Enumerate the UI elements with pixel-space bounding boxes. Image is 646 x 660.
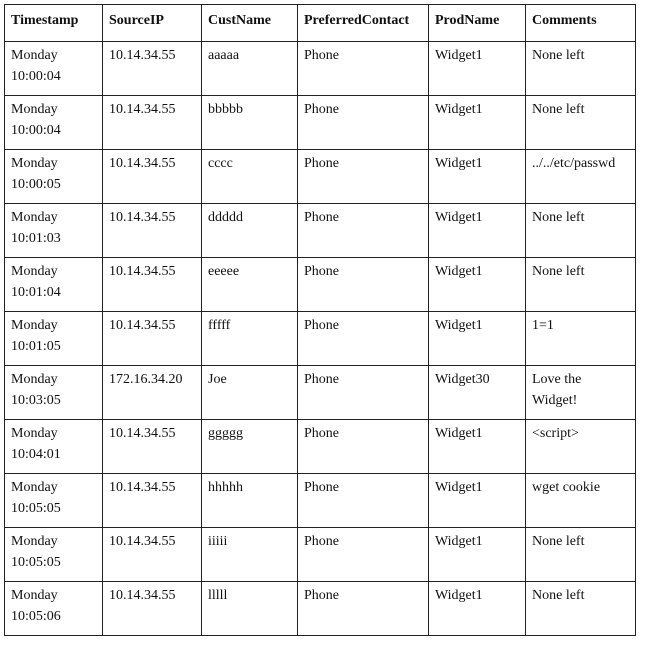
comment-line: None left — [532, 534, 585, 549]
timestamp-time: 10:04:01 — [11, 447, 61, 462]
source-ip-cell — [103, 366, 202, 420]
source-ip-cell — [103, 420, 202, 474]
timestamp-time: 10:05:05 — [11, 555, 61, 570]
prod-name: Widget1 — [435, 102, 483, 117]
cust-name: ddddd — [208, 210, 243, 225]
prod-name-cell — [429, 582, 526, 636]
timestamp-day: Monday — [11, 588, 58, 603]
header-timestamp: Timestamp — [5, 5, 103, 42]
source-ip: 10.14.34.55 — [109, 318, 176, 333]
preferred-contact-cell — [298, 312, 429, 366]
comment-line: None left — [532, 588, 585, 603]
table-row — [5, 312, 636, 366]
preferred-contact: Phone — [304, 318, 339, 333]
timestamp-cell — [5, 312, 103, 366]
header-source-ip: SourceIP — [103, 5, 202, 42]
timestamp-time: 10:00:04 — [11, 123, 61, 138]
timestamp-day: Monday — [11, 372, 58, 387]
timestamp-cell — [5, 150, 103, 204]
source-ip: 10.14.34.55 — [109, 102, 176, 117]
preferred-contact: Phone — [304, 534, 339, 549]
prod-name: Widget1 — [435, 588, 483, 603]
preferred-contact-cell — [298, 42, 429, 96]
preferred-contact: Phone — [304, 426, 339, 441]
cust-name: Joe — [208, 372, 227, 387]
preferred-contact: Phone — [304, 264, 339, 279]
source-ip-cell — [103, 258, 202, 312]
preferred-contact-cell — [298, 204, 429, 258]
comment-line: Love the — [532, 372, 582, 387]
table-row — [5, 258, 636, 312]
comments-cell — [526, 42, 636, 96]
preferred-contact-cell — [298, 150, 429, 204]
comments-cell — [526, 528, 636, 582]
timestamp-time: 10:00:04 — [11, 69, 61, 84]
source-ip-cell — [103, 42, 202, 96]
preferred-contact: Phone — [304, 480, 339, 495]
source-ip: 10.14.34.55 — [109, 534, 176, 549]
source-ip: 10.14.34.55 — [109, 210, 176, 225]
preferred-contact: Phone — [304, 156, 339, 171]
comments-cell — [526, 96, 636, 150]
table-row — [5, 582, 636, 636]
comment-line: Widget! — [532, 393, 578, 408]
cust-name-cell — [202, 258, 298, 312]
source-ip: 10.14.34.55 — [109, 588, 176, 603]
comments-cell — [526, 258, 636, 312]
cust-name: ggggg — [208, 426, 243, 441]
cust-name: bbbbb — [208, 102, 243, 117]
comment-line: 1=1 — [532, 318, 554, 333]
prod-name-cell — [429, 42, 526, 96]
timestamp-time: 10:05:05 — [11, 501, 61, 516]
table-row — [5, 42, 636, 96]
log-table-body — [5, 42, 636, 636]
timestamp-day: Monday — [11, 156, 58, 171]
timestamp-time: 10:05:06 — [11, 609, 61, 624]
prod-name-cell — [429, 420, 526, 474]
cust-name-cell — [202, 312, 298, 366]
comment-line: None left — [532, 264, 585, 279]
header-preferred-contact: PreferredContact — [298, 5, 429, 42]
cust-name: iiiii — [208, 534, 228, 549]
header-cust-name: CustName — [202, 5, 298, 42]
timestamp-cell — [5, 528, 103, 582]
timestamp-day: Monday — [11, 534, 58, 549]
comments-cell — [526, 420, 636, 474]
source-ip-cell — [103, 528, 202, 582]
preferred-contact: Phone — [304, 48, 339, 63]
timestamp-cell — [5, 366, 103, 420]
preferred-contact: Phone — [304, 372, 339, 387]
timestamp-cell — [5, 582, 103, 636]
log-table — [4, 4, 636, 636]
cust-name: aaaaa — [208, 48, 240, 63]
preferred-contact: Phone — [304, 210, 339, 225]
timestamp-day: Monday — [11, 318, 58, 333]
timestamp-cell — [5, 42, 103, 96]
timestamp-cell — [5, 420, 103, 474]
cust-name: eeeee — [208, 264, 240, 279]
prod-name: Widget1 — [435, 534, 483, 549]
prod-name-cell — [429, 528, 526, 582]
header-prod-name: ProdName — [429, 5, 526, 42]
preferred-contact-cell — [298, 420, 429, 474]
timestamp-time: 10:01:05 — [11, 339, 61, 354]
cust-name-cell — [202, 42, 298, 96]
cust-name: cccc — [208, 156, 233, 171]
comment-line: None left — [532, 210, 585, 225]
cust-name: lllll — [208, 588, 228, 603]
timestamp-time: 10:01:03 — [11, 231, 61, 246]
table-row — [5, 204, 636, 258]
cust-name-cell — [202, 528, 298, 582]
comment-line: <script> — [532, 426, 579, 441]
comments-cell — [526, 204, 636, 258]
preferred-contact-cell — [298, 474, 429, 528]
timestamp-day: Monday — [11, 426, 58, 441]
timestamp-day: Monday — [11, 102, 58, 117]
source-ip-cell — [103, 150, 202, 204]
preferred-contact-cell — [298, 528, 429, 582]
comments-cell — [526, 150, 636, 204]
preferred-contact: Phone — [304, 102, 339, 117]
source-ip: 10.14.34.55 — [109, 264, 176, 279]
source-ip-cell — [103, 312, 202, 366]
prod-name: Widget1 — [435, 426, 483, 441]
preferred-contact-cell — [298, 582, 429, 636]
preferred-contact-cell — [298, 366, 429, 420]
preferred-contact-cell — [298, 96, 429, 150]
table-row — [5, 474, 636, 528]
prod-name: Widget30 — [435, 372, 490, 387]
table-row — [5, 528, 636, 582]
table-row — [5, 366, 636, 420]
prod-name-cell — [429, 96, 526, 150]
timestamp-cell — [5, 474, 103, 528]
table-row — [5, 420, 636, 474]
timestamp-time: 10:00:05 — [11, 177, 61, 192]
prod-name: Widget1 — [435, 48, 483, 63]
timestamp-day: Monday — [11, 264, 58, 279]
cust-name-cell — [202, 582, 298, 636]
prod-name: Widget1 — [435, 210, 483, 225]
prod-name-cell — [429, 474, 526, 528]
timestamp-time: 10:01:04 — [11, 285, 61, 300]
prod-name-cell — [429, 258, 526, 312]
prod-name-cell — [429, 150, 526, 204]
timestamp-day: Monday — [11, 48, 58, 63]
comments-cell — [526, 582, 636, 636]
prod-name: Widget1 — [435, 264, 483, 279]
source-ip-cell — [103, 204, 202, 258]
timestamp-day: Monday — [11, 480, 58, 495]
source-ip: 10.14.34.55 — [109, 426, 176, 441]
comments-cell — [526, 474, 636, 528]
comment-line: ../../etc/passwd — [532, 156, 616, 171]
source-ip-cell — [103, 582, 202, 636]
comment-line: None left — [532, 102, 585, 117]
source-ip: 10.14.34.55 — [109, 480, 176, 495]
cust-name-cell — [202, 204, 298, 258]
cust-name-cell — [202, 366, 298, 420]
cust-name-cell — [202, 474, 298, 528]
prod-name-cell — [429, 312, 526, 366]
prod-name: Widget1 — [435, 318, 483, 333]
cust-name-cell — [202, 96, 298, 150]
cust-name: hhhhh — [208, 480, 243, 495]
timestamp-time: 10:03:05 — [11, 393, 61, 408]
source-ip-cell — [103, 474, 202, 528]
timestamp-cell — [5, 204, 103, 258]
prod-name-cell — [429, 366, 526, 420]
cust-name: fffff — [208, 318, 231, 333]
comments-cell — [526, 312, 636, 366]
comments-cell — [526, 366, 636, 420]
prod-name: Widget1 — [435, 480, 483, 495]
table-row — [5, 96, 636, 150]
comment-line: None left — [532, 48, 585, 63]
cust-name-cell — [202, 420, 298, 474]
prod-name: Widget1 — [435, 156, 483, 171]
timestamp-day: Monday — [11, 210, 58, 225]
cust-name-cell — [202, 150, 298, 204]
source-ip-cell — [103, 96, 202, 150]
comment-line: wget cookie — [532, 480, 601, 495]
preferred-contact-cell — [298, 258, 429, 312]
source-ip: 10.14.34.55 — [109, 48, 176, 63]
source-ip: 172.16.34.20 — [109, 372, 183, 387]
preferred-contact: Phone — [304, 588, 339, 603]
table-row — [5, 150, 636, 204]
timestamp-cell — [5, 258, 103, 312]
prod-name-cell — [429, 204, 526, 258]
timestamp-cell — [5, 96, 103, 150]
source-ip: 10.14.34.55 — [109, 156, 176, 171]
header-row — [5, 5, 636, 42]
header-comments: Comments — [526, 5, 636, 42]
